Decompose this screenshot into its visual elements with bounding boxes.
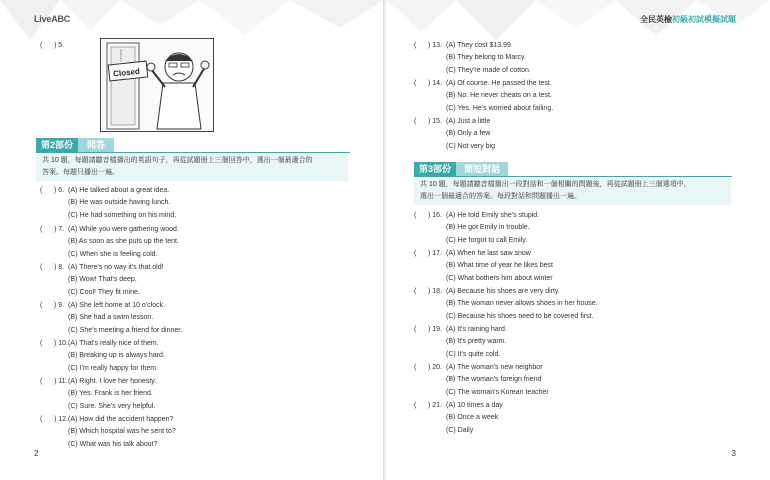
option-c: (C) I'm really happy for them. <box>68 364 159 372</box>
option-c: (C) He forgot to call Emily. <box>446 236 528 244</box>
section-tag: 第2部份 <box>36 138 78 153</box>
option-c: (C) When she is feeling cold. <box>68 250 158 258</box>
option-a: (A) They cost $13.99. <box>446 42 513 49</box>
question-number: ( ) 8. <box>40 264 65 271</box>
option-c: (C) Sure. She's very helpful. <box>68 402 156 410</box>
section-title: 簡短對話 <box>456 162 508 177</box>
option-b: (B) He got Emily in trouble. <box>446 224 530 232</box>
question-number: ( ) 9. <box>40 302 65 309</box>
option-c: (C) He had something on his mind. <box>68 211 177 219</box>
question-number: ( ) 19. <box>414 326 443 333</box>
page-number: 3 <box>731 449 736 458</box>
comic-illustration <box>100 38 214 132</box>
question-number: ( ) 11. <box>40 378 68 385</box>
closed-sign-text: Closed <box>112 66 141 79</box>
option-a: (A) Because his shoes are very dirty. <box>446 288 560 295</box>
question-number: ( ) 17. <box>414 250 443 257</box>
page-number: 2 <box>34 449 39 458</box>
option-a: (A) Right. I love her honesty. <box>68 378 157 385</box>
option-a: (A) There's no way it's that old! <box>68 264 164 271</box>
comic-drawing <box>101 39 213 131</box>
question-number: ( ) 15. <box>414 118 443 125</box>
option-b: (B) Wow! That's deep. <box>68 276 137 284</box>
running-header-suffix: 初級初試模擬試題 <box>672 15 736 24</box>
option-b: (B) Breaking up is always hard. <box>68 352 165 360</box>
question-number: ( ) 7. <box>40 226 65 233</box>
section-tag: 第3部份 <box>414 162 456 177</box>
option-b: (B) They belong to Marcy. <box>446 54 526 62</box>
option-c: (C) She's meeting a friend for dinner. <box>68 326 183 334</box>
option-a: (A) Of course. He passed the test. <box>446 80 552 87</box>
option-b: (B) Once a week <box>446 414 499 422</box>
option-b: (B) The woman's foreign friend <box>446 376 542 384</box>
right-page <box>386 0 770 480</box>
question-number: ( ) 16. <box>414 212 443 219</box>
option-a: (A) The woman's new neighbor <box>446 364 543 371</box>
option-c: (C) Yes. He's worried about failing. <box>446 104 554 112</box>
logo: LiveABC <box>34 14 71 24</box>
option-b: (B) It's pretty warm. <box>446 338 507 346</box>
option-c: (C) They're made of cotton. <box>446 66 531 74</box>
header-triangle-pattern <box>386 0 770 60</box>
option-c: (C) Not very big <box>446 142 496 150</box>
question-number: ( ) 14. <box>414 80 443 87</box>
section-3-instructions <box>414 177 731 205</box>
option-a: (A) When he last saw snow <box>446 250 531 257</box>
option-b: (B) As soon as she puts up the tent. <box>68 238 179 246</box>
option-b: (B) He was outside having lunch. <box>68 199 171 207</box>
running-header-prefix: 全民英檢 <box>640 15 672 24</box>
option-c: (C) What bothers him about winter <box>446 274 553 282</box>
option-a: (A) It's raining hard. <box>446 326 507 333</box>
question-number: ( ) 12. <box>40 416 69 423</box>
instruction-line: 共 10 題，每題請聽音檔播出的英語句子，再從試題冊上三個回答中，選出一個最適合的 <box>42 157 313 164</box>
question-number: ( ) 21. <box>414 402 443 409</box>
instruction-line: 答案。每題只播出一遍。 <box>42 169 119 176</box>
option-c: (C) It's quite cold. <box>446 350 501 358</box>
option-a: (A) Just a little <box>446 118 491 125</box>
section-2-instructions <box>36 153 348 181</box>
option-a: (A) He talked about a great idea. <box>68 187 170 194</box>
option-c: (C) The woman's Korean teacher <box>446 388 549 396</box>
instruction-line: 共 10 題，每題請聽音檔播出一段對話和一個相關的問題後，再從試題冊上三個選項中， <box>420 181 691 188</box>
option-a: (A) 10 times a day <box>446 402 503 409</box>
option-b: (B) Which hospital was he sent to? <box>68 428 176 436</box>
question-number: ( ) 20. <box>414 364 443 371</box>
option-a: (A) How did the accident happen? <box>68 416 174 423</box>
option-a: (A) That's really nice of them. <box>68 340 159 347</box>
question-number: ( ) 6. <box>40 187 65 194</box>
option-b: (B) Only a few <box>446 130 491 138</box>
option-b: (B) The woman never allows shoes in her house. <box>446 300 598 308</box>
instruction-line: 選出一個最適合的答案。每段對話和問題播出一遍。 <box>420 193 581 200</box>
running-header <box>640 14 736 25</box>
option-a: (A) While you were gathering wood. <box>68 226 179 233</box>
option-b: (B) She had a swim lesson. <box>68 314 154 322</box>
question-number: ( ) 13. <box>414 42 443 49</box>
option-c: (C) Cool! They fit mine. <box>68 288 140 296</box>
left-page <box>0 0 384 480</box>
section-title: 問答 <box>78 138 114 153</box>
option-b: (B) No. He never cheats on a test. <box>446 92 552 100</box>
option-b: (B) Yes. Frank is her friend. <box>68 390 153 398</box>
option-a: (A) He told Emily she's stupid. <box>446 212 540 219</box>
option-c: (C) Because his shoes need to be covered first. <box>446 312 594 320</box>
option-c: (C) What was his talk about? <box>68 440 158 448</box>
option-a: (A) She left home at 10 o'clock. <box>68 302 166 309</box>
question-number: ( ) 5. <box>40 42 65 49</box>
question-number: ( ) 18. <box>414 288 443 295</box>
option-b: (B) What time of year he likes best <box>446 262 553 270</box>
question-number: ( ) 10. <box>40 340 69 347</box>
option-c: (C) Daily <box>446 426 474 434</box>
